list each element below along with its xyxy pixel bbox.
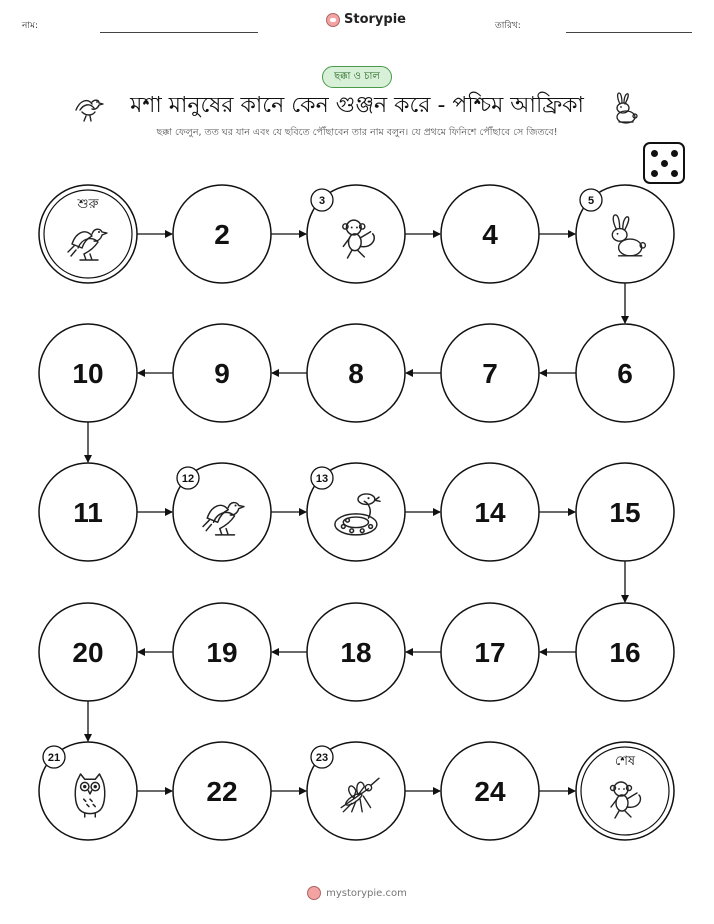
cell-number: 12 [181, 473, 195, 485]
cell-number: 17 [474, 637, 506, 668]
cell-number: 11 [73, 497, 103, 528]
board-cell-25[interactable] [576, 742, 674, 840]
board-cell-24[interactable] [441, 742, 539, 840]
end-label: শেষ [614, 754, 636, 769]
cell-number: 15 [609, 497, 641, 528]
cell-number: 20 [72, 637, 104, 668]
cell-number: 18 [340, 637, 372, 668]
game-type-badge: ছক্কা ও চাল [322, 66, 392, 88]
board-cell-21[interactable] [39, 742, 137, 840]
board-cell-4[interactable] [441, 185, 539, 283]
name-label: নাম: [22, 21, 39, 31]
board-cell-17[interactable] [441, 603, 539, 701]
board-cell-15[interactable] [576, 463, 674, 561]
board-cell-5[interactable] [576, 185, 674, 283]
storypie-logo-icon [307, 886, 321, 900]
board-cell-9[interactable] [173, 324, 271, 422]
cell-number-badge [311, 746, 333, 768]
cell-number: 9 [214, 358, 230, 389]
cell-number-badge [43, 746, 65, 768]
date-label: তারিখ: [495, 21, 521, 31]
cell-number-badge [311, 467, 333, 489]
board-cell-10[interactable] [39, 324, 137, 422]
cell-number-badge [177, 467, 199, 489]
board-cell-20[interactable] [39, 603, 137, 701]
board-cell-7[interactable] [441, 324, 539, 422]
cell-number-badge [580, 189, 602, 211]
cell-number: 8 [348, 358, 364, 389]
cell-number: 4 [482, 219, 498, 250]
cell-number: 6 [617, 358, 633, 389]
board-cell-6[interactable] [576, 324, 674, 422]
start-label: শুরু [77, 197, 99, 212]
cell-number: 14 [474, 497, 506, 528]
board-cell-13[interactable] [307, 463, 405, 561]
footer-website[interactable]: mystorypie.com [326, 887, 407, 899]
cell-number-badge [311, 189, 333, 211]
board-cell-16[interactable] [576, 603, 674, 701]
board-cell-1[interactable] [39, 185, 137, 283]
board-cell-18[interactable] [307, 603, 405, 701]
cell-number: 22 [206, 776, 238, 807]
brand-name: Storypie [344, 12, 406, 27]
cell-number: 3 [318, 195, 326, 207]
cell-number: 23 [315, 752, 329, 764]
board-cell-12[interactable] [173, 463, 271, 561]
page-title: মশা মানুষের কানে কেন গুঞ্জন করে - পশ্চিম আফ্রিকা [130, 93, 584, 118]
footer [0, 886, 714, 900]
board-cell-14[interactable] [441, 463, 539, 561]
board-cell-8[interactable] [307, 324, 405, 422]
cell-number: 13 [315, 473, 329, 485]
instructions: ছক্কা ফেলুন, তত ঘর যান এবং যে ছবিতে পৌঁছাবেন তার নাম বলুন। যে প্রথমে ফিনিশে পৌঁছাবে সে জিতবে! [156, 127, 558, 138]
board-cell-3[interactable] [307, 185, 405, 283]
cell-number: 7 [482, 358, 498, 389]
cell-number: 2 [214, 219, 230, 250]
board-cell-2[interactable] [173, 185, 271, 283]
board-cell-19[interactable] [173, 603, 271, 701]
board-cell-22[interactable] [173, 742, 271, 840]
cell-number: 24 [474, 776, 506, 807]
cell-number: 21 [47, 752, 61, 764]
cell-number: 16 [609, 637, 641, 668]
board-cell-23[interactable] [307, 742, 405, 840]
cell-number: 19 [206, 637, 238, 668]
cell-number: 5 [587, 195, 595, 207]
board-cell-11[interactable] [39, 463, 137, 561]
cell-number: 10 [72, 358, 104, 389]
